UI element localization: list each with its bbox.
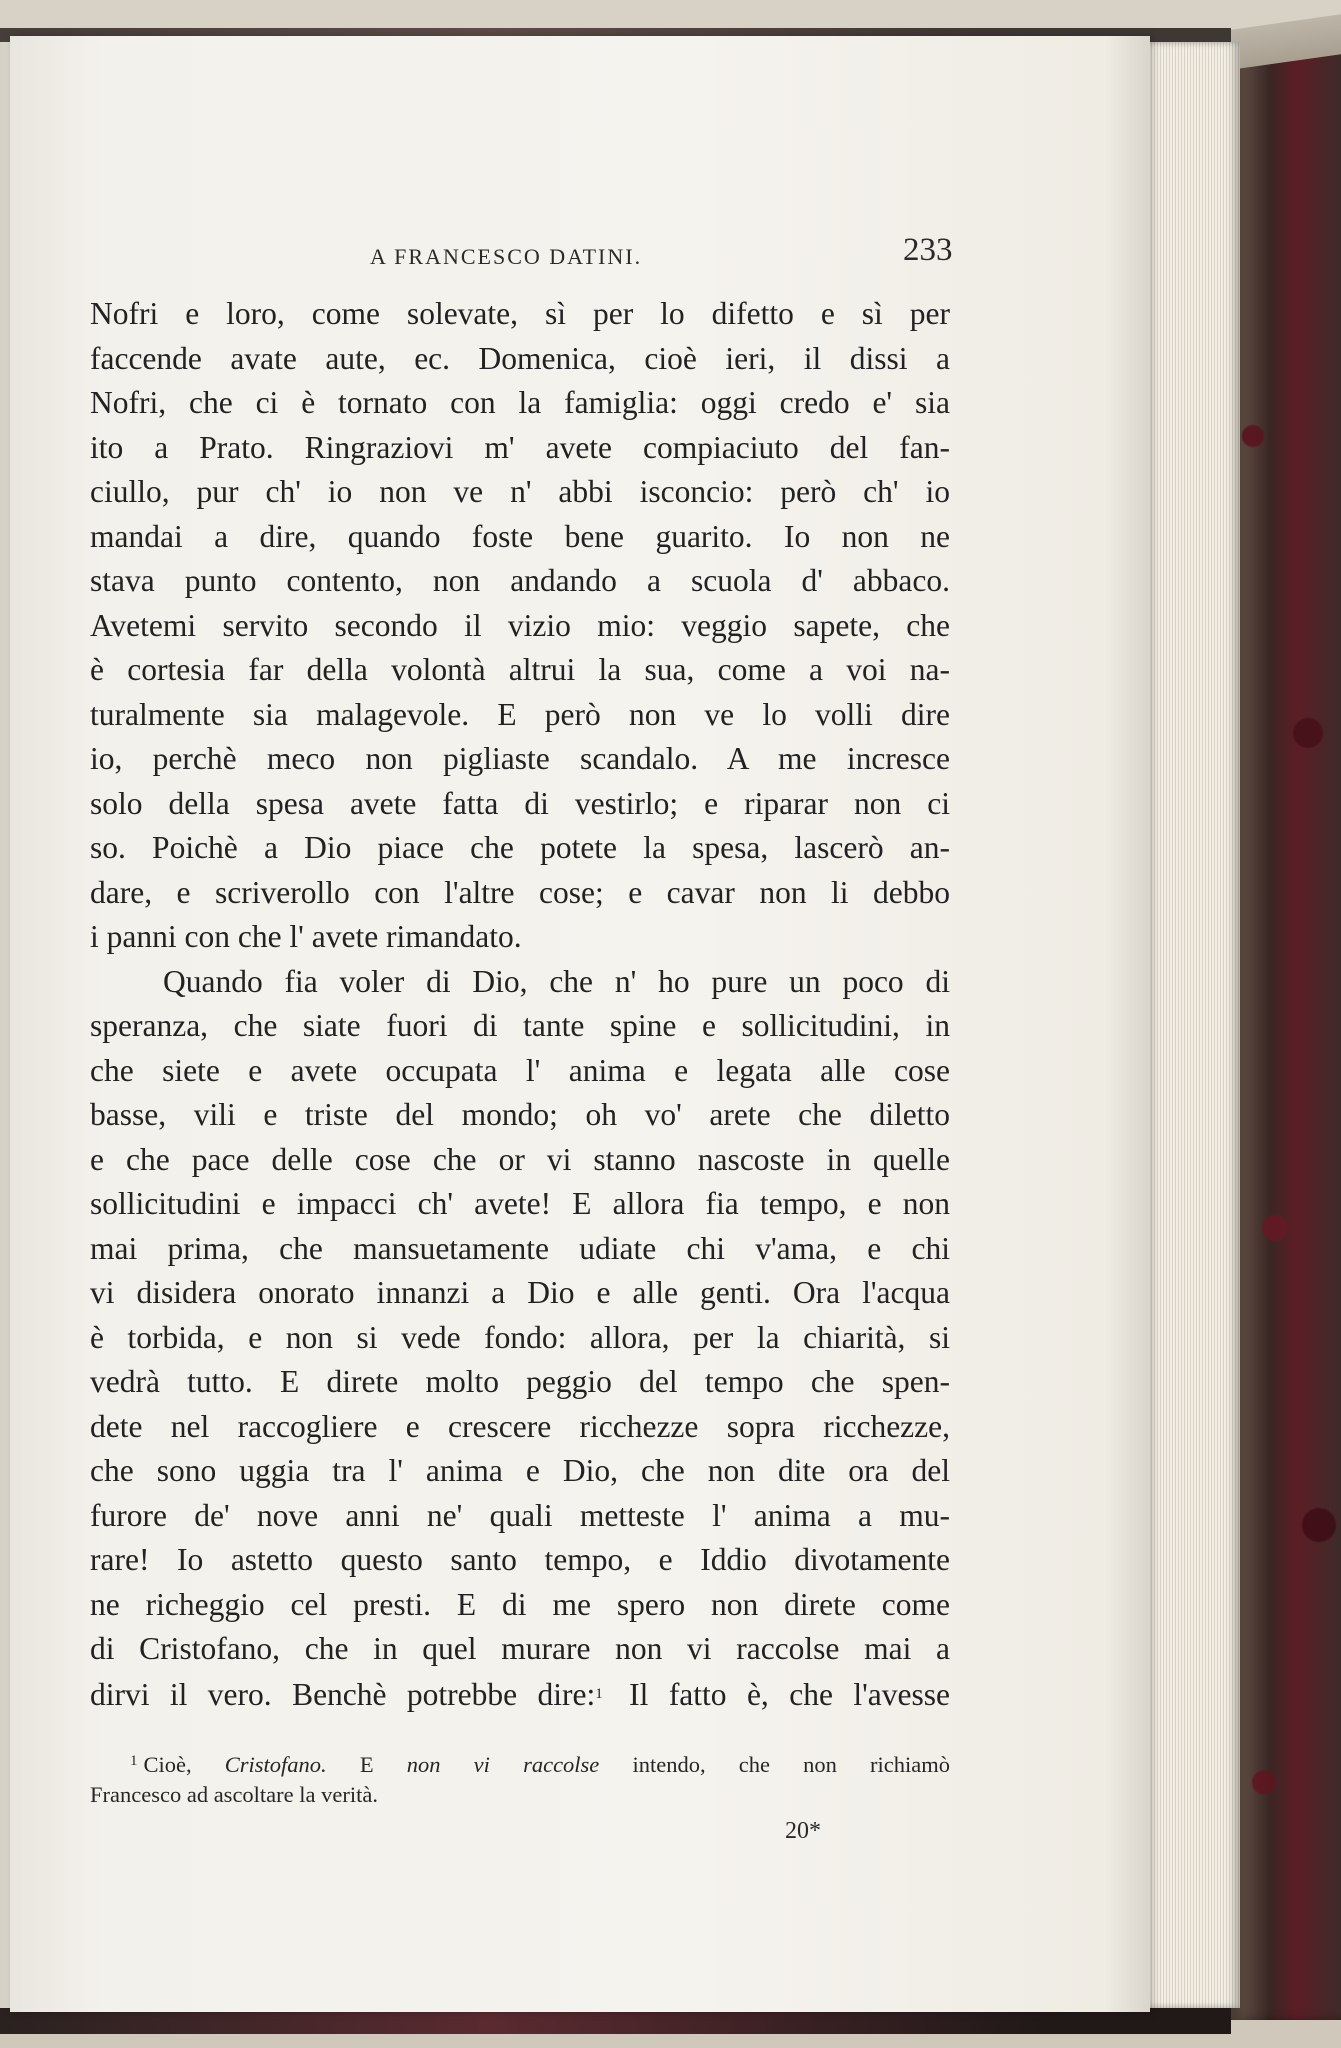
text-line: faccende avate aute, ec. Domenica, cioè ieri, il dissi a bbox=[90, 340, 950, 376]
text-fragment: Il fatto è, che l'avesse bbox=[608, 1676, 950, 1712]
footnote-line bbox=[90, 1746, 950, 1780]
text-line: e che pace delle cose che or vi stanno nascoste in quelle bbox=[90, 1141, 950, 1177]
text-line: i panni con che l' avete rimandato. bbox=[90, 919, 522, 954]
page-header bbox=[10, 232, 1150, 272]
text-line: dete nel raccogliere e crescere ricchezze sopra ricchezze, bbox=[90, 1408, 950, 1444]
text-line: che siete e avete occupata l' anima e legata alle cose bbox=[90, 1052, 950, 1088]
page-stack-edges bbox=[1140, 42, 1240, 2008]
text-line: basse, vili e triste del mondo; oh vo' arete che diletto bbox=[90, 1097, 950, 1132]
text-line: Quando fia voler di Dio, che n' ho pure un poco di bbox=[163, 963, 950, 999]
text-line: è torbida, e non si vede fondo: allora, per la chiarità, si bbox=[90, 1319, 950, 1355]
text-line: stava punto contento, non andando a scuola d' abbaco. bbox=[90, 563, 950, 598]
text-line: io, perchè meco non pigliaste scandalo. A me incresce bbox=[90, 741, 950, 776]
text-line: ciullo, pur ch' io non ve n' abbi isconcio: però ch' io bbox=[90, 474, 950, 509]
footnote-text: E bbox=[326, 1752, 407, 1777]
footnote-text: Cioè, bbox=[143, 1752, 225, 1777]
text-line: di Cristofano, che in quel murare non vi raccolse mai a bbox=[90, 1631, 950, 1666]
text-line: Avetemi servito secondo il vizio mio: veggio sapete, che bbox=[90, 607, 950, 643]
text-line: che sono uggia tra l' anima e Dio, che non dite ora del bbox=[90, 1453, 950, 1488]
running-head: A FRANCESCO DATINI. bbox=[370, 244, 643, 269]
text-line-with-footnote-ref bbox=[90, 1672, 950, 1717]
signature-mark: 20* bbox=[785, 1818, 821, 1844]
page-number: 233 bbox=[903, 232, 953, 268]
body-text bbox=[90, 292, 950, 1716]
text-line: ito a Prato. Ringraziovi m' avete compiaciuto del fan- bbox=[90, 429, 950, 465]
footnote-reference: 1 bbox=[595, 1685, 603, 1702]
text-line: Nofri, che ci è tornato con la famiglia: oggi credo e' sia bbox=[90, 385, 950, 420]
text-line: vi disidera onorato innanzi a Dio e alle genti. Ora l'acqua bbox=[90, 1275, 950, 1310]
text-line: rare! Io astetto questo santo tempo, e Iddio divotamente bbox=[90, 1542, 950, 1577]
footnote-mark: 1 bbox=[130, 1753, 138, 1769]
text-line: sollicitudini e impacci ch' avete! E allora fia tempo, e non bbox=[90, 1186, 950, 1221]
footnote bbox=[90, 1746, 950, 1810]
text-line: furore de' nove anni ne' quali metteste l' anima a mu- bbox=[90, 1497, 950, 1533]
text-line: speranza, che siate fuori di tante spine e sollicitudini, in bbox=[90, 1008, 950, 1043]
text-line: è cortesia far della volontà altrui la sua, come a voi na- bbox=[90, 652, 950, 687]
footnote-italic: non vi raccolse bbox=[406, 1752, 600, 1777]
text-line: vedrà tutto. E direte molto peggio del tempo che spen- bbox=[90, 1364, 950, 1399]
footnote-italic: Cristofano. bbox=[224, 1752, 327, 1777]
text-line: dare, e scriverollo con l'altre cose; e cavar non li debbo bbox=[90, 874, 950, 910]
text-line: solo della spesa avete fatta di vestirlo; e riparar non ci bbox=[90, 785, 950, 821]
book-cover-binding bbox=[1231, 40, 1341, 2020]
text-fragment: dirvi il vero. Benchè potrebbe dire: bbox=[90, 1676, 596, 1712]
text-line: turalmente sia malagevole. E però non ve lo volli dire bbox=[90, 696, 950, 732]
footnote-line: Francesco ad ascoltare la verità. bbox=[90, 1782, 378, 1807]
book-page bbox=[10, 36, 1150, 2012]
text-line: so. Poichè a Dio piace che potete la spesa, lascerò an- bbox=[90, 830, 950, 865]
text-line: mai prima, che mansuetamente udiate chi v'ama, e chi bbox=[90, 1230, 950, 1266]
text-line: mandai a dire, quando foste bene guarito. Io non ne bbox=[90, 518, 950, 554]
footnote-text: intendo, che non richiamò bbox=[599, 1752, 950, 1777]
text-line: Nofri e loro, come solevate, sì per lo difetto e sì per bbox=[90, 296, 950, 331]
text-line: ne richeggio cel presti. E di me spero non direte come bbox=[90, 1586, 950, 1622]
